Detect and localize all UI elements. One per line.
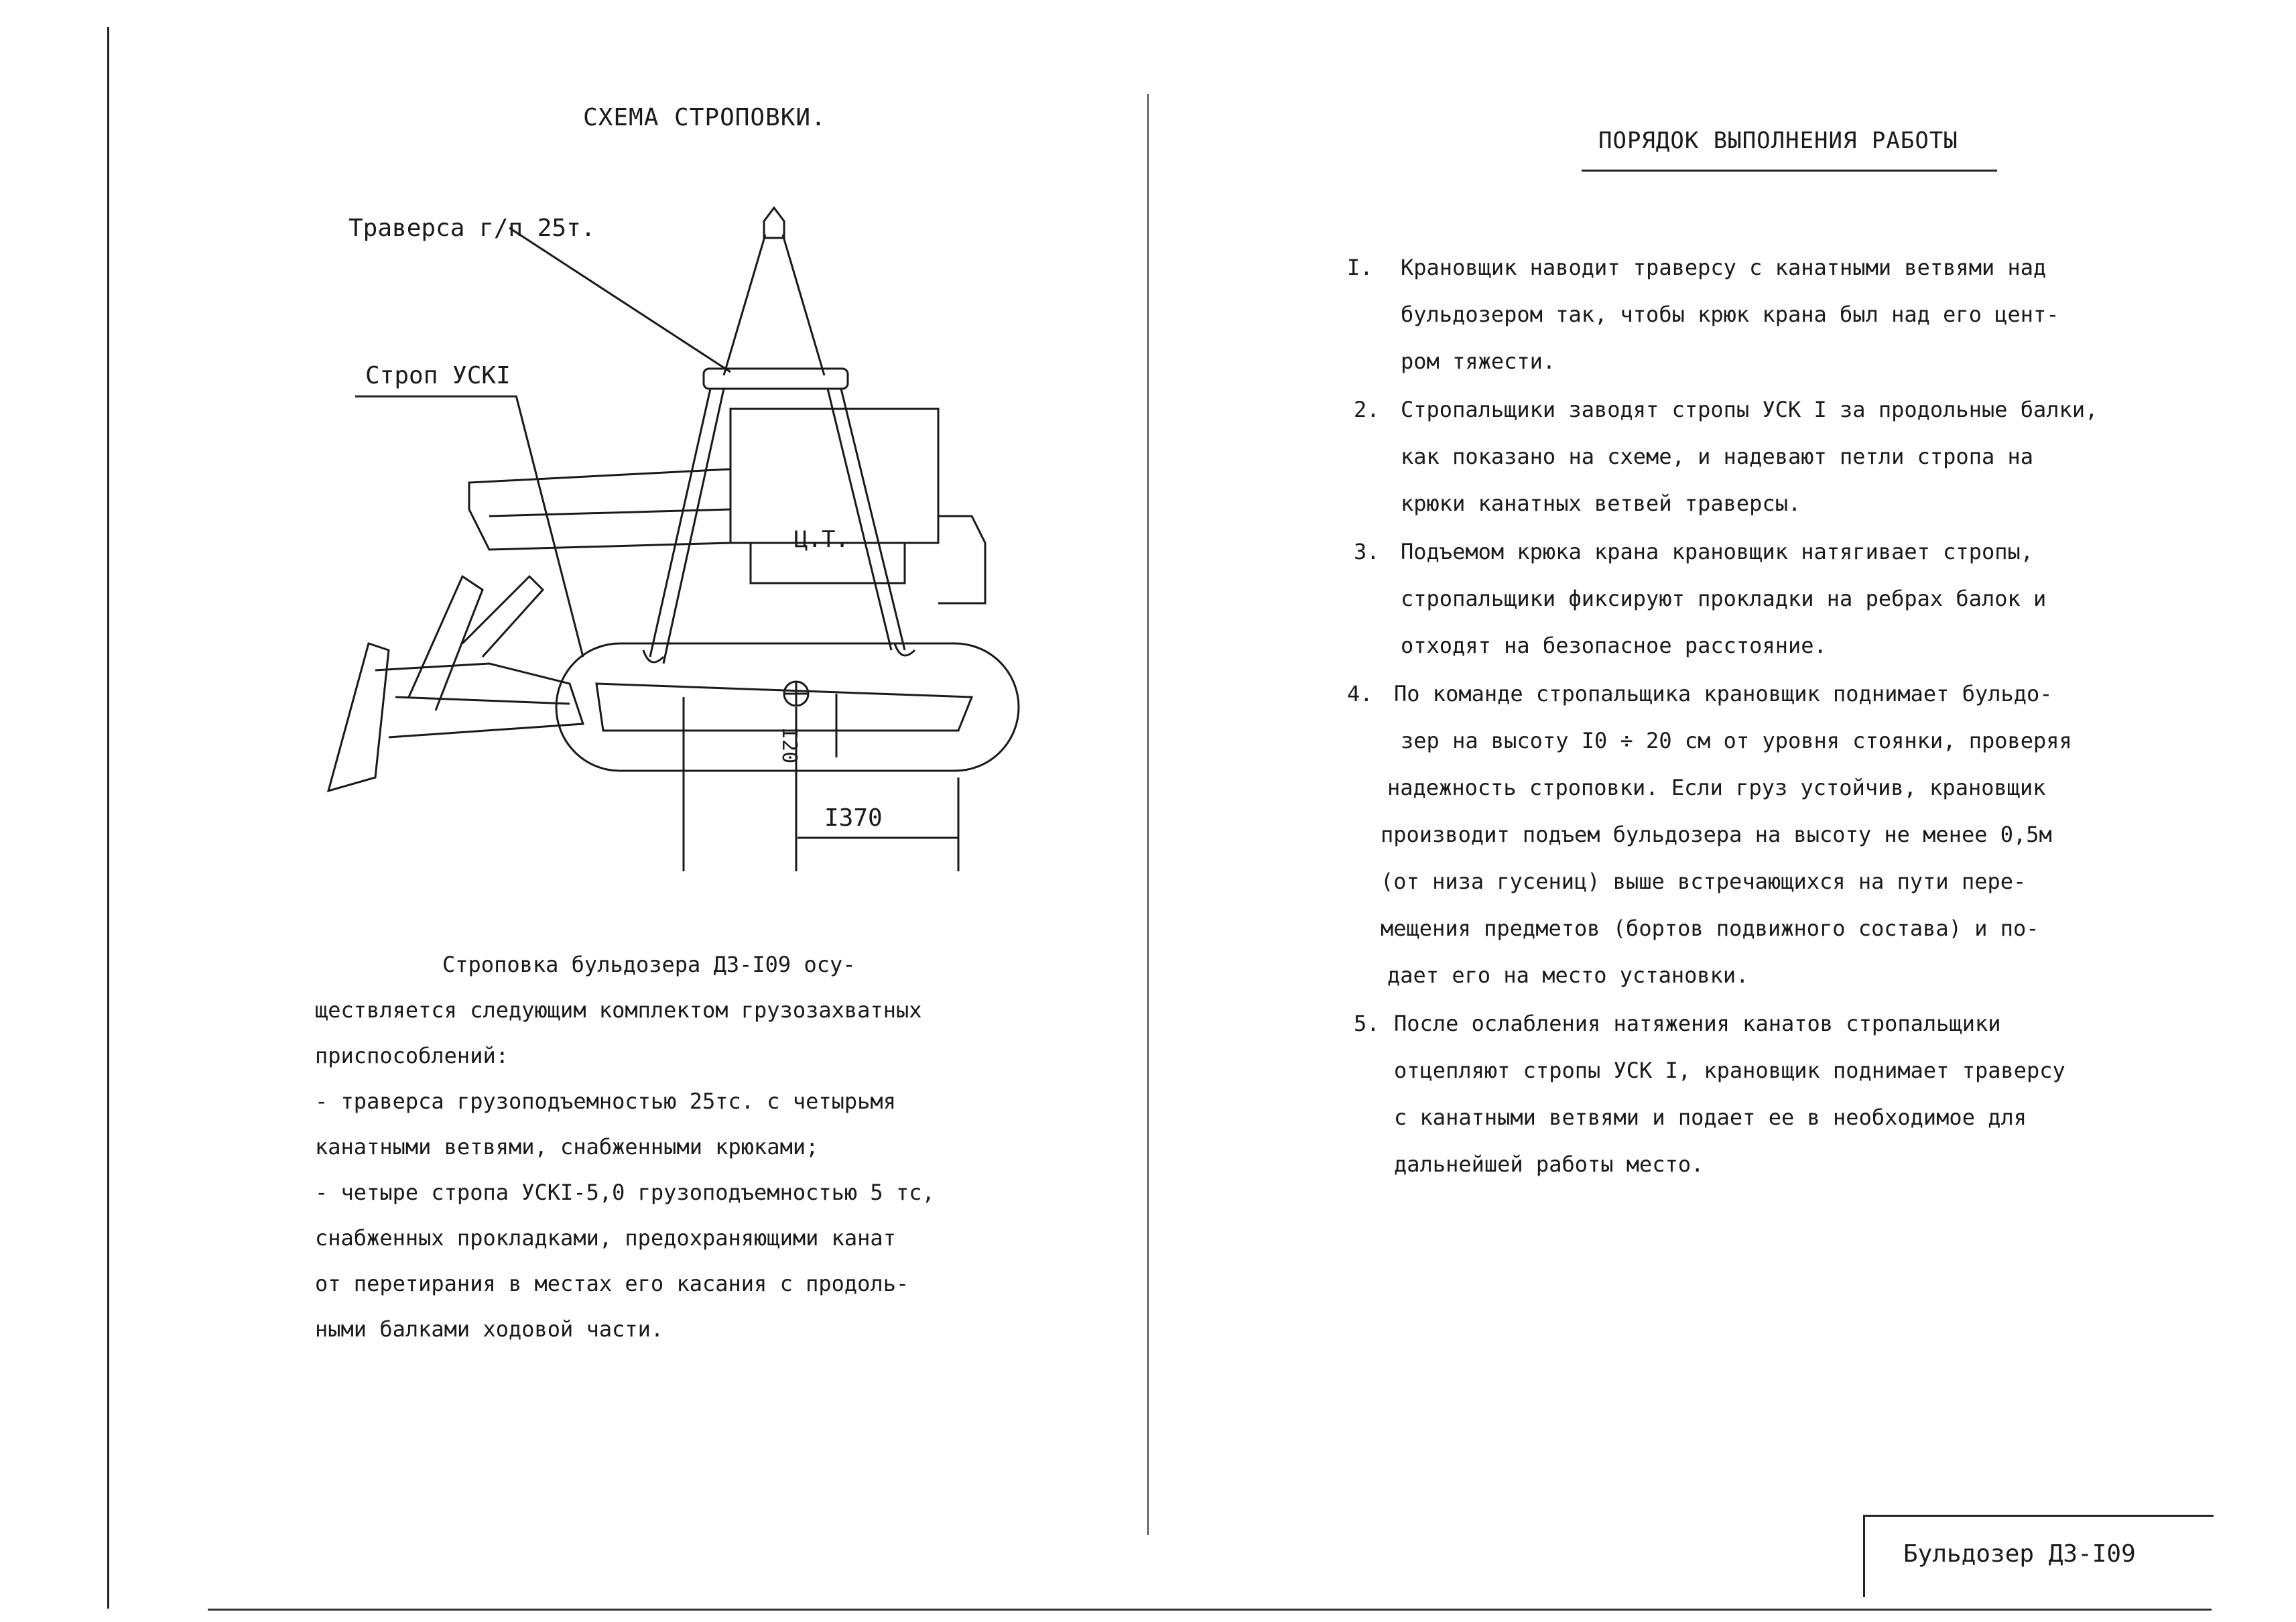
bottom-border-line <box>208 1609 2212 1611</box>
step-line: По команде стропальщика крановщик поднимает бульдо- <box>1394 681 2053 706</box>
step-line: дальнейшей работы место. <box>1394 1151 1704 1177</box>
step-line: Подъемом крюка крана крановщик натягивает стропы, <box>1401 539 2034 564</box>
slinging-scheme-diagram <box>288 201 1039 871</box>
step-line: стропальщики фиксируют прокладки на ребрах балок и <box>1401 586 2047 611</box>
step-line: дает его на место установки. <box>1387 962 1749 988</box>
text-line: канатными ветвями, снабженными крюками; <box>315 1134 819 1160</box>
step-number: 2. <box>1354 397 1380 422</box>
right-page-title: ПОРЯДОК ВЫПОЛНЕНИЯ РАБОТЫ <box>1598 127 1958 154</box>
step-line: отцепляют стропы УСК I, крановщик поднимает траверсу <box>1394 1058 2065 1083</box>
right-title-underline <box>1582 170 1997 172</box>
text-line: - четыре стропа УСКI-5,0 грузоподъемностью 5 тс, <box>315 1180 935 1205</box>
step-number: 3. <box>1354 539 1380 564</box>
text-line: снабженных прокладками, предохраняющими канат <box>315 1225 896 1251</box>
step-line: зер на высоту I0 ÷ 20 см от уровня стоянки, проверяя <box>1401 728 2072 753</box>
label-traverse: Траверса г/п 25т. <box>348 214 596 242</box>
step-number: I. <box>1347 255 1373 280</box>
step-line: с канатными ветвями и подает ее в необходимое для <box>1394 1105 2027 1130</box>
step-number: 4. <box>1347 681 1373 706</box>
text-line: приспособлений: <box>315 1043 509 1068</box>
center-fold-line <box>1147 94 1149 1535</box>
step-line: производит подъем бульдозера на высоту не менее 0,5м <box>1381 822 2052 847</box>
dimension-horizontal-label: I370 <box>824 804 883 832</box>
step-line: бульдозером так, чтобы крюк крана был над его цент- <box>1401 302 2059 327</box>
label-sling: Строп УСКI <box>365 362 511 389</box>
step-line: крюки канатных ветвей траверсы. <box>1401 491 1801 516</box>
step-line: мещения предметов (бортов подвижного состава) и по- <box>1381 916 2039 941</box>
step-line: ром тяжести. <box>1401 349 1556 374</box>
stamp-title: Бульдозер ДЗ-I09 <box>1903 1540 2136 1568</box>
step-line: После ослабления натяжения канатов стропальщики <box>1394 1011 2001 1036</box>
label-center-of-gravity: Ц.Т. <box>794 526 849 553</box>
step-line: Стропальщики заводят стропы УСК I за продольные балки, <box>1401 397 2098 422</box>
step-line: (от низа гусениц) выше встречающихся на пути пере- <box>1381 869 2027 894</box>
step-line: надежность строповки. Если груз устойчив, крановщик <box>1387 775 2046 800</box>
text-line: от перетирания в местах его касания с продоль- <box>315 1271 909 1296</box>
text-line: ными балками ходовой части. <box>315 1316 664 1342</box>
step-number: 5. <box>1354 1011 1380 1036</box>
label-sling-underline <box>355 395 516 397</box>
text-line: - траверса грузоподъемностью 25тс. с четырьмя <box>315 1088 896 1114</box>
text-line: Строповка бульдозера ДЗ-I09 осу- <box>442 952 856 977</box>
left-border-line <box>107 27 109 1609</box>
step-line: отходят на безопасное расстояние. <box>1401 633 1827 658</box>
dimension-vertical-label: I20 <box>777 727 801 764</box>
step-line: как показано на схеме, и надевают петли стропа на <box>1401 444 2034 469</box>
step-line: Крановщик наводит траверсу с канатными ветвями над <box>1401 255 2047 280</box>
left-page-title: СХЕМА СТРОПОВКИ. <box>583 104 826 131</box>
text-line: ществляется следующим комплектом грузозахватных <box>315 997 922 1023</box>
